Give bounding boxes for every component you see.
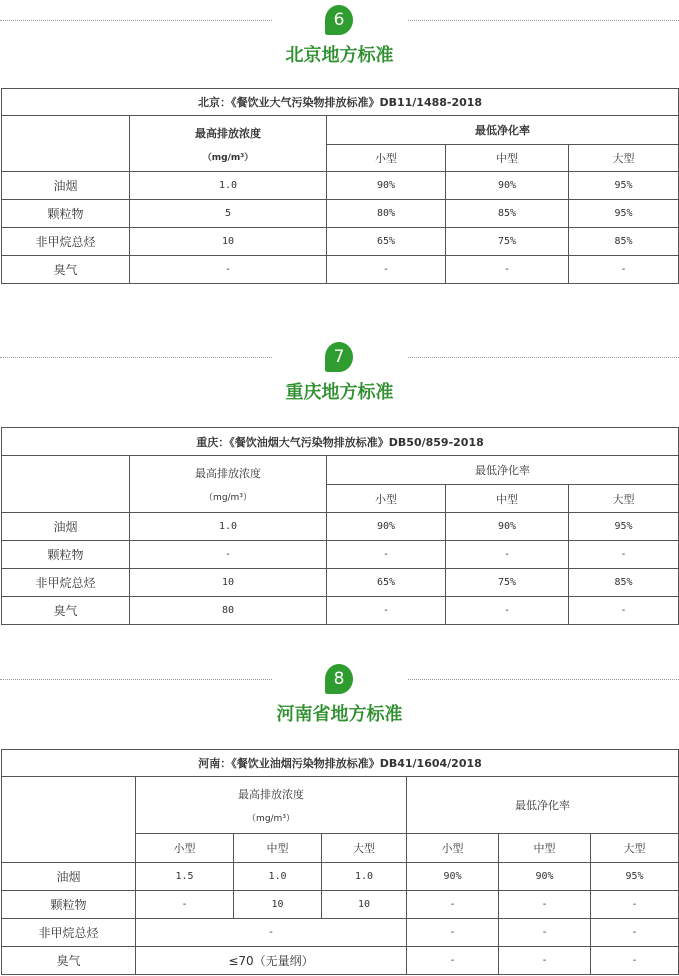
conc-large: 10 bbox=[322, 891, 407, 919]
header-max-concentration: 最高排放浓度 （mg/m³） bbox=[136, 777, 407, 834]
row-label: 颗粒物 bbox=[2, 541, 130, 569]
standard-table-chongqing bbox=[1, 427, 679, 625]
rate-large: - bbox=[591, 891, 679, 919]
dotted-divider bbox=[0, 357, 272, 358]
row-label: 油烟 bbox=[2, 172, 130, 200]
rate-medium: 90% bbox=[446, 513, 569, 541]
rate-large: 95% bbox=[569, 172, 679, 200]
rate-medium: - bbox=[499, 891, 591, 919]
table-row bbox=[2, 569, 679, 597]
conc-large: 1.0 bbox=[322, 863, 407, 891]
rate-large: 85% bbox=[569, 228, 679, 256]
unit-label: （mg/m³） bbox=[247, 814, 295, 824]
concentration-value: 80 bbox=[130, 597, 327, 625]
table-row bbox=[2, 200, 679, 228]
concentration-value: - bbox=[136, 919, 407, 947]
header-rate-size-small: 小型 bbox=[407, 834, 499, 863]
table-row bbox=[2, 919, 679, 947]
header-conc-size-large: 大型 bbox=[322, 834, 407, 863]
header-size-medium: 中型 bbox=[446, 145, 569, 172]
rate-small: 90% bbox=[327, 172, 446, 200]
dotted-divider bbox=[408, 357, 679, 358]
header-conc-size-small: 小型 bbox=[136, 834, 234, 863]
rate-large: - bbox=[591, 919, 679, 947]
table-row bbox=[2, 513, 679, 541]
section-number-badge: 8 bbox=[325, 664, 353, 694]
header-size-small: 小型 bbox=[327, 145, 446, 172]
header-size-small: 小型 bbox=[327, 485, 446, 513]
table-row bbox=[2, 228, 679, 256]
header-blank-cell bbox=[2, 116, 130, 172]
standard-table-beijing bbox=[1, 88, 679, 284]
header-blank-cell bbox=[2, 777, 136, 863]
concentration-value: 5 bbox=[130, 200, 327, 228]
table-row bbox=[2, 172, 679, 200]
header-size-large: 大型 bbox=[569, 145, 679, 172]
rate-small: - bbox=[327, 541, 446, 569]
conc-medium: 1.0 bbox=[234, 863, 322, 891]
conc-small: 1.5 bbox=[136, 863, 234, 891]
header-rate-size-large: 大型 bbox=[591, 834, 679, 863]
header-size-medium: 中型 bbox=[446, 485, 569, 513]
header-min-purification-rate: 最低净化率 bbox=[407, 777, 679, 834]
rate-large: 95% bbox=[569, 513, 679, 541]
header-blank-cell bbox=[2, 456, 130, 513]
row-label: 臭气 bbox=[2, 597, 130, 625]
concentration-value: ≤70（无量纲） bbox=[136, 947, 407, 975]
rate-medium: - bbox=[446, 597, 569, 625]
rate-small: 90% bbox=[407, 863, 499, 891]
table-row bbox=[2, 256, 679, 284]
rate-small: - bbox=[407, 919, 499, 947]
standard-table-henan bbox=[1, 749, 679, 975]
rate-medium: - bbox=[499, 919, 591, 947]
rate-small: - bbox=[407, 891, 499, 919]
table-row bbox=[2, 541, 679, 569]
rate-medium: - bbox=[446, 541, 569, 569]
header-size-large: 大型 bbox=[569, 485, 679, 513]
row-label: 非甲烷总烃 bbox=[2, 228, 130, 256]
rate-medium: 75% bbox=[446, 569, 569, 597]
header-max-concentration: 最高排放浓度 （mg/m³） bbox=[130, 456, 327, 513]
conc-medium: 10 bbox=[234, 891, 322, 919]
dotted-divider bbox=[408, 20, 679, 21]
table-row bbox=[2, 597, 679, 625]
section-heading: 北京地方标准 bbox=[285, 45, 394, 66]
concentration-value: - bbox=[130, 541, 327, 569]
rate-large: - bbox=[591, 947, 679, 975]
header-conc-size-medium: 中型 bbox=[234, 834, 322, 863]
concentration-value: 10 bbox=[130, 569, 327, 597]
rate-small: - bbox=[407, 947, 499, 975]
concentration-value: 1.0 bbox=[130, 172, 327, 200]
rate-medium: 90% bbox=[499, 863, 591, 891]
concentration-value: 1.0 bbox=[130, 513, 327, 541]
table-caption: 北京：《餐饮业大气污染物排放标准》DB11/1488-2018 bbox=[2, 89, 679, 116]
row-label: 油烟 bbox=[2, 513, 130, 541]
table-caption: 重庆：《餐饮油烟大气污染物排放标准》DB50/859-2018 bbox=[2, 428, 679, 456]
row-label: 臭气 bbox=[2, 947, 136, 975]
row-label: 非甲烷总烃 bbox=[2, 569, 130, 597]
row-label: 臭气 bbox=[2, 256, 130, 284]
table-caption: 河南：《餐饮业油烟污染物排放标准》DB41/1604/2018 bbox=[2, 750, 679, 777]
table-row bbox=[2, 863, 679, 891]
dotted-divider bbox=[408, 679, 679, 680]
table-row bbox=[2, 947, 679, 975]
row-label: 非甲烷总烃 bbox=[2, 919, 136, 947]
header-min-purification-rate: 最低净化率 bbox=[327, 456, 679, 485]
rate-large: 95% bbox=[591, 863, 679, 891]
rate-small: 65% bbox=[327, 569, 446, 597]
rate-small: 90% bbox=[327, 513, 446, 541]
row-label: 颗粒物 bbox=[2, 200, 130, 228]
table-row bbox=[2, 891, 679, 919]
rate-large: - bbox=[569, 541, 679, 569]
rate-small: - bbox=[327, 256, 446, 284]
dotted-divider bbox=[0, 20, 272, 21]
rate-large: 85% bbox=[569, 569, 679, 597]
dotted-divider bbox=[0, 679, 272, 680]
section-heading: 河南省地方标准 bbox=[276, 704, 403, 725]
rate-small: - bbox=[327, 597, 446, 625]
unit-label: （mg/m³） bbox=[204, 493, 252, 503]
header-min-purification-rate: 最低净化率 bbox=[327, 116, 679, 145]
rate-small: 80% bbox=[327, 200, 446, 228]
rate-large: - bbox=[569, 597, 679, 625]
row-label: 颗粒物 bbox=[2, 891, 136, 919]
header-rate-size-medium: 中型 bbox=[499, 834, 591, 863]
rate-medium: 85% bbox=[446, 200, 569, 228]
header-max-concentration: 最高排放浓度 （mg/m³） bbox=[130, 116, 327, 172]
section-number-badge: 6 bbox=[325, 5, 353, 35]
rate-medium: 90% bbox=[446, 172, 569, 200]
unit-label: （mg/m³） bbox=[202, 152, 254, 163]
rate-medium: - bbox=[499, 947, 591, 975]
rate-medium: - bbox=[446, 256, 569, 284]
section-heading: 重庆地方标准 bbox=[285, 382, 394, 403]
rate-large: 95% bbox=[569, 200, 679, 228]
conc-small: - bbox=[136, 891, 234, 919]
section-number-badge: 7 bbox=[325, 342, 353, 372]
concentration-value: - bbox=[130, 256, 327, 284]
rate-small: 65% bbox=[327, 228, 446, 256]
concentration-value: 10 bbox=[130, 228, 327, 256]
rate-large: - bbox=[569, 256, 679, 284]
row-label: 油烟 bbox=[2, 863, 136, 891]
rate-medium: 75% bbox=[446, 228, 569, 256]
